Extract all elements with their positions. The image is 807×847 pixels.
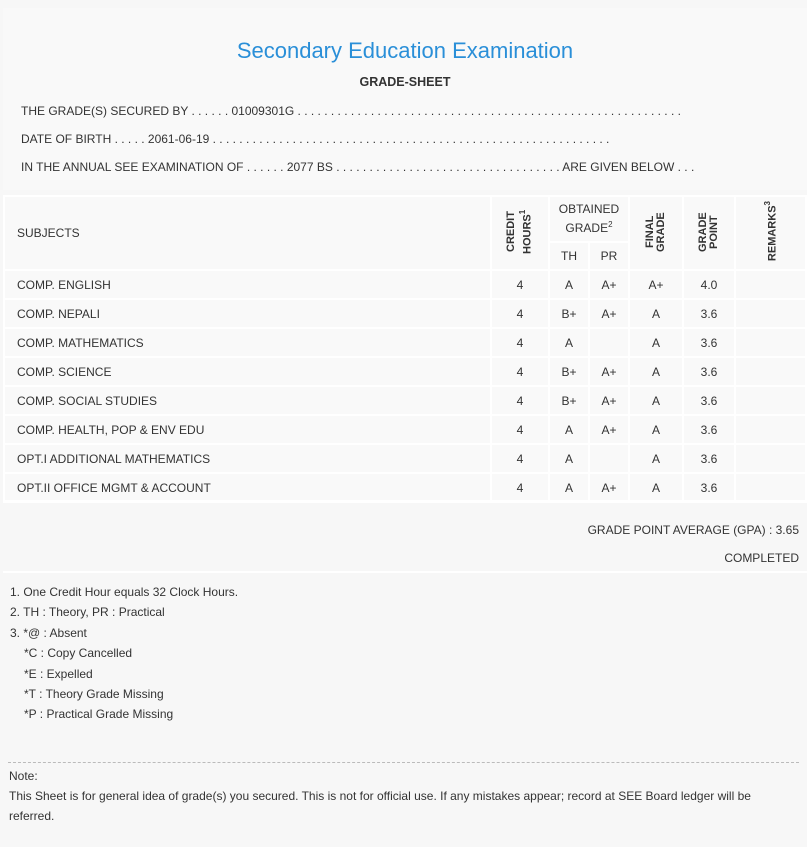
th-grade-cell: B+ [549, 357, 589, 386]
subject-cell: COMP. MATHEMATICS [4, 328, 491, 357]
final-grade-cell: A [629, 328, 683, 357]
subject-cell: COMP. ENGLISH [4, 270, 491, 299]
header-final-grade: FINAL GRADE [629, 196, 683, 270]
pr-grade-cell: A+ [589, 415, 629, 444]
subject-cell: COMP. SCIENCE [4, 357, 491, 386]
grade-point-cell: 4.0 [683, 270, 735, 299]
divider [8, 762, 799, 763]
table-row [4, 357, 806, 386]
footnotes [10, 582, 238, 725]
subject-cell: COMP. SOCIAL STUDIES [4, 386, 491, 415]
secured-by-line: THE GRADE(S) SECURED BY . . . . . . 01009301G . . . . . . . . . . . . . . . . . . . . . . . . . . . . . . . . . . . . . . . . . . . . . . . . . . . . . . . . . . [21, 104, 681, 118]
remarks-cell [735, 299, 806, 328]
grade-point-cell: 3.6 [683, 357, 735, 386]
grade-point-cell: 3.6 [683, 473, 735, 502]
header-obtained-grade: OBTAINED GRADE$^2$ [549, 196, 629, 242]
dob-line: DATE OF BIRTH . . . . . 2061-06-19 . . . . . . . . . . . . . . . . . . . . . . . . . . . . . . . . . . . . . . . . . . . . . . . . . . . . . . . . . . . . [21, 132, 610, 146]
remarks-cell [735, 357, 806, 386]
credit-cell: 4 [491, 386, 549, 415]
final-grade-cell: A [629, 357, 683, 386]
th-grade-cell: A [549, 415, 589, 444]
table-row [4, 415, 806, 444]
result-status: COMPLETED [724, 551, 799, 565]
remarks-cell [735, 270, 806, 299]
subject-cell: COMP. NEPALI [4, 299, 491, 328]
remarks-cell [735, 473, 806, 502]
th-grade-cell: B+ [549, 386, 589, 415]
pr-grade-cell: A+ [589, 357, 629, 386]
th-grade-cell: A [549, 328, 589, 357]
table-row [4, 386, 806, 415]
credit-cell: 4 [491, 444, 549, 473]
footnote: *E : Expelled [24, 666, 93, 681]
pr-grade-cell [589, 328, 629, 357]
grade-point-cell: 3.6 [683, 415, 735, 444]
footnote: *P : Practical Grade Missing [24, 707, 174, 722]
final-grade-cell: A [629, 415, 683, 444]
note-text: This Sheet is for general idea of grade(s) you secured. This is not for official use. If any mistakes appear; record at SEE Board ledger will be referred. [9, 789, 751, 823]
remarks-cell [735, 415, 806, 444]
final-grade-cell: A [629, 386, 683, 415]
pr-grade-cell [589, 444, 629, 473]
final-grade-cell: A [629, 473, 683, 502]
th-grade-cell: A [549, 444, 589, 473]
footnote: 3. *@ : Absent [10, 625, 87, 640]
th-grade-cell: A [549, 473, 589, 502]
credit-cell: 4 [491, 328, 549, 357]
grade-point-cell: 3.6 [683, 386, 735, 415]
sheet-header [3, 8, 807, 190]
header-credit-hours: CREDIT HOURS$^1$ [491, 196, 549, 270]
th-grade-cell: B+ [549, 299, 589, 328]
footnote: 1. One Credit Hour equals 32 Clock Hours. [10, 585, 239, 599]
header-th: TH [549, 242, 589, 270]
sheet-subtitle: GRADE-SHEET [359, 75, 451, 89]
th-grade-cell: A [549, 270, 589, 299]
grade-point-cell: 3.6 [683, 299, 735, 328]
credit-cell: 4 [491, 357, 549, 386]
subject-cell: OPT.II OFFICE MGMT & ACCOUNT [4, 473, 491, 502]
subject-cell: COMP. HEALTH, POP & ENV EDU [4, 415, 491, 444]
header-remarks: REMARKS$^3$ [735, 196, 806, 270]
exam-line: IN THE ANNUAL SEE EXAMINATION OF . . . . . . 2077 BS . . . . . . . . . . . . . . . . . . . . . . . . . . . . . . . . . . ARE GIVEN BELOW . . . [21, 160, 695, 174]
note-label: Note: [9, 769, 38, 783]
footnote: 2. TH : Theory, PR : Practical [10, 605, 165, 620]
header-subjects: SUBJECTS [4, 196, 491, 270]
note [9, 766, 799, 826]
header-grade-point: GRADE POINT [683, 196, 735, 270]
page-title: Secondary Education Examination [236, 38, 574, 63]
pr-grade-cell: A+ [589, 473, 629, 502]
credit-cell: 4 [491, 270, 549, 299]
grade-point-cell: 3.6 [683, 328, 735, 357]
remarks-cell [735, 328, 806, 357]
footnote: *T : Theory Grade Missing [24, 687, 164, 702]
table-row [4, 328, 806, 357]
credit-cell: 4 [491, 299, 549, 328]
grade-point-cell: 3.6 [683, 444, 735, 473]
header-pr: PR [589, 242, 629, 270]
grades-table [3, 195, 807, 503]
footnote: *C : Copy Cancelled [24, 646, 133, 661]
table-row [4, 444, 806, 473]
credit-cell: 4 [491, 473, 549, 502]
pr-grade-cell: A+ [589, 299, 629, 328]
pr-grade-cell: A+ [589, 386, 629, 415]
table-row [4, 473, 806, 502]
remarks-cell [735, 386, 806, 415]
final-grade-cell: A+ [629, 270, 683, 299]
final-grade-cell: A [629, 299, 683, 328]
subject-cell: OPT.I ADDITIONAL MATHEMATICS [4, 444, 491, 473]
gpa-value: GRADE POINT AVERAGE (GPA) : 3.65 [587, 523, 799, 537]
remarks-cell [735, 444, 806, 473]
table-row [4, 299, 806, 328]
table-row [4, 270, 806, 299]
final-grade-cell: A [629, 444, 683, 473]
pr-grade-cell: A+ [589, 270, 629, 299]
credit-cell: 4 [491, 415, 549, 444]
